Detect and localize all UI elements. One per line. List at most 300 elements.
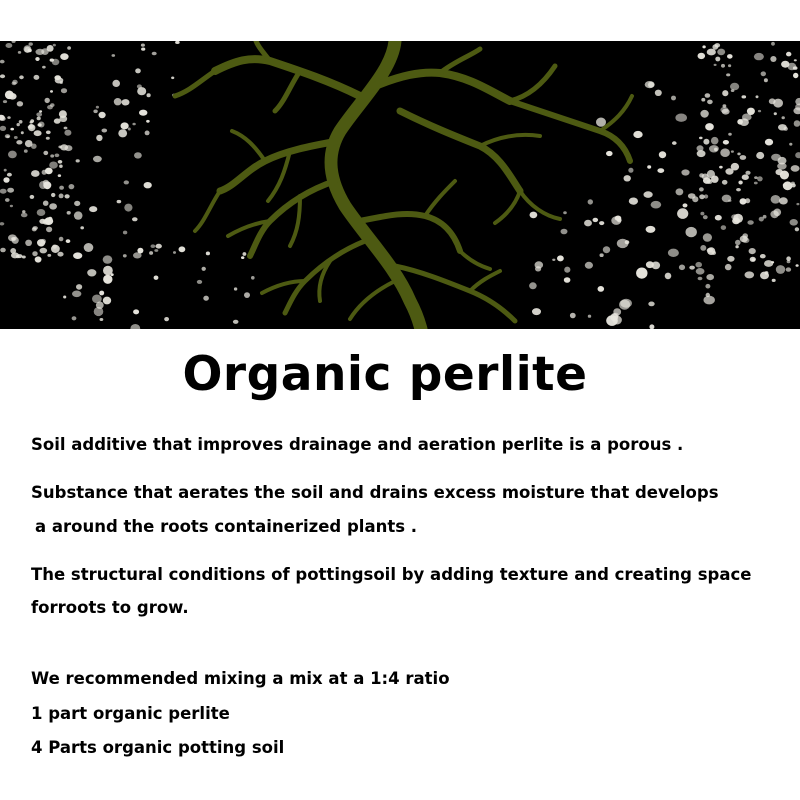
perlite-particle — [703, 139, 709, 145]
perlite-particle — [42, 66, 46, 69]
perlite-particle — [742, 174, 749, 180]
perlite-particle — [76, 159, 80, 162]
perlite-particle — [714, 64, 717, 66]
perlite-particle — [651, 201, 662, 209]
perlite-particle — [64, 127, 68, 130]
perlite-particle — [700, 110, 708, 118]
perlite-particle — [10, 128, 14, 131]
perlite-particle — [5, 43, 12, 48]
perlite-particle — [60, 53, 68, 60]
perlite-particle — [0, 189, 7, 194]
perlite-particle — [10, 248, 16, 254]
perlite-particle — [646, 261, 654, 268]
perlite-particle — [757, 176, 763, 181]
perlite-particle — [30, 195, 35, 199]
perlite-particle — [781, 61, 789, 68]
perlite-particle — [738, 181, 742, 185]
perlite-particle — [46, 137, 50, 140]
perlite-particle — [5, 198, 10, 202]
perlite-particle — [74, 201, 80, 206]
perlite-particle — [723, 140, 729, 145]
perlite-particle — [45, 98, 50, 103]
perlite-particle — [202, 267, 206, 271]
perlite-particle — [745, 198, 750, 203]
perlite-particle — [772, 279, 776, 282]
perlite-particle — [552, 259, 555, 261]
perlite-particle — [39, 110, 42, 112]
perlite-particle — [588, 315, 591, 318]
perlite-particle — [5, 134, 10, 138]
perlite-particle — [730, 83, 739, 91]
perlite-particle — [776, 265, 785, 274]
perlite-particle — [563, 211, 567, 214]
perlite-particle — [7, 188, 14, 193]
perlite-particle — [600, 253, 604, 257]
perlite-particle — [703, 215, 708, 219]
perlite-particle — [46, 131, 51, 135]
perlite-particle — [606, 151, 613, 156]
perlite-particle — [132, 217, 138, 221]
perlite-particle — [764, 78, 768, 82]
perlite-particle — [742, 233, 748, 238]
perlite-particle — [12, 41, 16, 43]
perlite-particle — [171, 77, 174, 80]
perlite-particle — [707, 248, 713, 252]
perlite-particle — [134, 152, 142, 158]
perlite-particle — [711, 137, 719, 145]
perlite-particle — [133, 252, 142, 258]
perlite-particle — [646, 226, 656, 233]
perlite-particle — [780, 171, 789, 180]
perlite-particle — [54, 75, 61, 80]
description-line: Substance that aerates the soil and drains excess moisture that develops — [31, 483, 719, 502]
perlite-particle — [8, 151, 17, 159]
perlite-particle — [37, 117, 41, 121]
perlite-particle — [19, 120, 23, 124]
perlite-particle — [45, 168, 53, 175]
perlite-particle — [49, 162, 58, 169]
perlite-particle — [728, 133, 732, 136]
perlite-particle — [124, 204, 132, 212]
perlite-particle — [133, 309, 139, 314]
perlite-particle — [21, 131, 24, 134]
perlite-particle — [796, 264, 799, 267]
perlite-particle — [130, 324, 140, 329]
perlite-particle — [100, 318, 104, 321]
perlite-particle — [10, 205, 13, 207]
perlite-particle — [706, 293, 710, 297]
perlite-particle — [671, 96, 676, 101]
perlite-particle — [624, 175, 631, 181]
perlite-particle — [648, 302, 654, 307]
perlite-particle — [615, 216, 622, 221]
perlite-particle — [66, 239, 71, 243]
perlite-particle — [584, 220, 592, 227]
perlite-particle — [139, 110, 147, 116]
perlite-particle — [50, 90, 53, 93]
perlite-particle — [777, 163, 786, 170]
recommendation-part-perlite: 1 part organic perlite — [31, 704, 230, 723]
perlite-particle — [625, 240, 630, 244]
perlite-particle — [754, 176, 758, 179]
perlite-particle — [122, 99, 130, 105]
perlite-particle — [58, 160, 63, 164]
perlite-particle — [795, 152, 800, 158]
perlite-particle — [720, 107, 728, 113]
perlite-particle — [790, 219, 798, 226]
perlite-particle — [118, 129, 127, 137]
perlite-particle — [112, 80, 120, 87]
perlite-particle — [699, 194, 705, 199]
perlite-particle — [742, 95, 747, 98]
perlite-particle — [745, 271, 755, 278]
perlite-particle — [47, 105, 53, 109]
perlite-particle — [719, 166, 723, 169]
perlite-particle — [156, 244, 162, 249]
perlite-particle — [747, 220, 753, 225]
perlite-particle — [57, 252, 63, 257]
perlite-particle — [0, 248, 6, 253]
perlite-particle — [51, 193, 55, 197]
perlite-particle — [55, 154, 60, 158]
perlite-particle — [764, 260, 773, 267]
perlite-particle — [35, 256, 42, 262]
perlite-particle — [770, 56, 776, 62]
perlite-particle — [795, 227, 799, 231]
perlite-particle — [123, 254, 127, 257]
perlite-particle — [754, 182, 758, 185]
perlite-particle — [43, 201, 49, 206]
perlite-particle — [736, 188, 741, 191]
perlite-particle — [754, 53, 764, 60]
perlite-particle — [692, 196, 698, 202]
perlite-particle — [677, 208, 688, 219]
perlite-particle — [648, 82, 654, 88]
perlite-particle — [32, 251, 37, 256]
perlite-particle — [750, 257, 756, 262]
perlite-particle — [7, 116, 10, 119]
perlite-particle — [771, 261, 774, 263]
perlite-particle — [698, 53, 706, 59]
perlite-particle — [59, 237, 64, 242]
perlite-particle — [19, 75, 24, 79]
perlite-particle — [99, 291, 104, 296]
perlite-particle — [705, 284, 710, 289]
perlite-particle — [735, 240, 741, 245]
perlite-particle — [50, 59, 54, 62]
perlite-particle — [24, 149, 28, 152]
perlite-particle — [164, 317, 169, 321]
perlite-particle — [103, 255, 113, 263]
perlite-particle — [774, 112, 777, 115]
perlite-particle — [647, 165, 651, 168]
perlite-particle — [3, 177, 9, 183]
perlite-particle — [73, 252, 82, 259]
perlite-particle — [644, 191, 653, 198]
perlite-particle — [234, 287, 237, 290]
perlite-particle — [681, 169, 689, 175]
perlite-particle — [59, 186, 64, 190]
perlite-particle — [50, 154, 54, 157]
perlite-particle — [233, 320, 239, 324]
perlite-particle — [704, 296, 715, 305]
perlite-particle — [28, 126, 31, 129]
recommendation-part-soil: 4 Parts organic potting soil — [31, 738, 285, 757]
perlite-particle — [564, 277, 571, 283]
perlite-particle — [25, 140, 33, 147]
perlite-particle — [206, 252, 210, 256]
perlite-particle — [657, 168, 664, 173]
perlite-particle — [711, 176, 719, 183]
perlite-particle — [40, 248, 48, 254]
perlite-particle — [723, 104, 727, 107]
perlite-particle — [529, 282, 537, 289]
perlite-particle — [146, 120, 150, 123]
perlite-particle — [649, 324, 654, 329]
perlite-particle — [21, 213, 28, 218]
perlite-particle — [145, 131, 150, 136]
perlite-particle — [12, 82, 17, 86]
perlite-particle — [243, 252, 247, 256]
perlite-particle — [173, 251, 176, 254]
perlite-particle — [93, 110, 97, 114]
perlite-particle — [700, 212, 704, 216]
perlite-particle — [37, 209, 46, 216]
perlite-particle — [727, 54, 733, 59]
perlite-particle — [61, 88, 67, 93]
perlite-particle — [706, 274, 714, 280]
perlite-particle — [585, 262, 593, 269]
perlite-particle — [144, 182, 152, 188]
perlite-particle — [786, 267, 791, 271]
perlite-particle — [17, 254, 23, 258]
perlite-roots-illustration — [0, 41, 800, 329]
perlite-particle — [665, 273, 672, 280]
description-line: The structural conditions of pottingsoil by adding texture and creating space — [31, 565, 752, 584]
perlite-particle — [787, 260, 791, 263]
perlite-particle — [774, 209, 782, 217]
perlite-particle — [244, 292, 250, 298]
perlite-particle — [67, 211, 71, 215]
perlite-particle — [76, 284, 82, 290]
perlite-particle — [72, 291, 81, 298]
perlite-particle — [17, 123, 20, 126]
perlite-particle — [596, 118, 606, 127]
perlite-particle — [147, 93, 151, 97]
perlite-particle — [89, 206, 97, 212]
perlite-particle — [17, 101, 23, 106]
perlite-particle — [672, 141, 677, 145]
perlite-particle — [532, 308, 541, 315]
perlite-particle — [74, 211, 83, 219]
root-system-graphic — [175, 41, 632, 329]
perlite-particle — [561, 229, 568, 235]
perlite-particle — [731, 163, 739, 171]
perlite-particle — [59, 165, 63, 168]
perlite-particle — [588, 199, 593, 204]
perlite-particle — [43, 151, 48, 155]
perlite-particle — [633, 131, 642, 138]
perlite-particle — [103, 266, 113, 275]
perlite-particle — [123, 231, 127, 235]
perlite-particle — [14, 136, 18, 139]
perlite-particle — [717, 49, 725, 56]
perlite-particle — [793, 66, 798, 69]
perlite-particle — [31, 170, 40, 177]
perlite-particle — [37, 239, 45, 246]
description-line: forroots to grow. — [31, 598, 189, 617]
perlite-particle — [87, 269, 96, 276]
perlite-particle — [22, 256, 26, 259]
perlite-particle — [794, 59, 797, 61]
perlite-particle — [696, 268, 705, 275]
perlite-particle — [59, 116, 67, 122]
perlite-particle — [141, 48, 145, 51]
perlite-particle — [241, 256, 244, 259]
perlite-particle — [114, 98, 122, 105]
perlite-particle — [700, 245, 706, 251]
perlite-particle — [771, 42, 775, 46]
perlite-particle — [5, 91, 14, 100]
perlite-particle — [705, 93, 711, 98]
perlite-particle — [203, 296, 209, 301]
perlite-particle — [96, 135, 102, 141]
page-title: Organic perlite — [182, 347, 588, 402]
perlite-particle — [570, 313, 576, 319]
perlite-particle — [725, 264, 732, 270]
hero-banner — [0, 41, 800, 329]
perlite-particle — [727, 256, 734, 262]
perlite-particle — [683, 203, 688, 207]
perlite-particle — [668, 249, 679, 257]
perlite-particle — [49, 203, 57, 209]
perlite-particle — [761, 71, 766, 76]
perlite-particle — [112, 54, 116, 57]
perlite-particle — [760, 272, 769, 280]
perlite-particle — [0, 222, 4, 225]
perlite-particle — [36, 112, 42, 116]
perlite-particle — [535, 266, 541, 271]
perlite-particle — [721, 64, 725, 68]
perlite-particle — [96, 106, 99, 109]
perlite-particle — [715, 215, 722, 221]
perlite-particle — [735, 245, 738, 248]
perlite-particle — [715, 57, 720, 62]
perlite-particle — [598, 286, 605, 292]
perlite-particle — [737, 153, 740, 156]
perlite-particle — [0, 60, 5, 64]
perlite-particle — [789, 143, 792, 146]
perlite-particle — [67, 46, 71, 50]
perlite-particle — [46, 227, 52, 233]
perlite-particle — [135, 68, 141, 73]
perlite-particle — [745, 171, 750, 175]
perlite-particle — [63, 296, 66, 299]
perlite-particle — [740, 155, 747, 160]
perlite-particle — [34, 130, 42, 136]
perlite-particle — [154, 276, 159, 280]
perlite-particle — [756, 152, 764, 159]
perlite-particle — [53, 44, 56, 47]
perlite-particle — [703, 233, 712, 242]
perlite-particle — [771, 195, 781, 204]
perlite-particle — [779, 197, 788, 204]
perlite-particle — [3, 100, 7, 103]
perlite-particle — [636, 268, 647, 279]
perlite-particle — [619, 300, 630, 310]
perlite-particle — [659, 151, 666, 158]
perlite-particle — [117, 200, 122, 203]
perlite-particle — [132, 123, 135, 126]
perlite-particle — [99, 112, 106, 118]
perlite-particle — [41, 48, 48, 55]
perlite-particle — [28, 49, 32, 53]
perlite-particle — [175, 41, 180, 44]
perlite-particle — [695, 262, 702, 268]
perlite-particle — [557, 255, 564, 261]
recommendation-intro: We recommended mixing a mix at a 1:4 ratio — [31, 669, 450, 688]
perlite-particle — [4, 169, 7, 172]
perlite-particle — [34, 75, 40, 80]
perlite-particle — [628, 168, 633, 173]
perlite-particle — [8, 234, 17, 241]
perlite-particle — [47, 254, 51, 257]
perlite-particle — [778, 124, 787, 130]
perlite-particle — [758, 110, 761, 112]
perlite-particle — [128, 128, 131, 131]
perlite-particle — [18, 51, 21, 54]
description-line: Soil additive that improves drainage and aeration perlite is a porous . — [31, 435, 684, 454]
perlite-particle — [103, 297, 111, 305]
perlite-particle — [769, 98, 776, 104]
perlite-particle — [0, 74, 5, 78]
perlite-particle — [679, 265, 685, 271]
perlite-particle — [699, 187, 704, 191]
perlite-particle — [38, 122, 44, 128]
perlite-particle — [197, 280, 202, 284]
perlite-particle — [686, 227, 697, 237]
perlite-particle — [43, 181, 51, 189]
perlite-particle — [721, 225, 726, 230]
perlite-particle — [16, 140, 22, 144]
perlite-particle — [92, 295, 102, 304]
perlite-particle — [603, 246, 610, 253]
perlite-particle — [705, 123, 714, 130]
perlite-particle — [728, 64, 731, 67]
perlite-particle — [59, 194, 64, 199]
perlite-particle — [737, 119, 743, 125]
perlite-particle — [141, 44, 145, 47]
perlite-particle — [783, 183, 787, 186]
perlite-particle — [7, 173, 12, 177]
perlite-particle — [707, 100, 713, 105]
perlite-particle — [655, 90, 662, 96]
perlite-particle — [722, 195, 732, 203]
perlite-particle — [720, 148, 730, 157]
perlite-particle — [782, 116, 785, 119]
perlite-particle — [72, 316, 77, 320]
perlite-particle — [124, 180, 129, 184]
perlite-particle — [593, 218, 599, 222]
perlite-particle — [689, 266, 695, 270]
perlite-particle — [60, 144, 68, 150]
perlite-particle — [707, 49, 716, 56]
perlite-particle — [731, 150, 734, 152]
perlite-particle — [25, 240, 32, 246]
perlite-particle — [715, 43, 721, 47]
perlite-particle — [702, 174, 709, 180]
perlite-particle — [676, 188, 684, 195]
